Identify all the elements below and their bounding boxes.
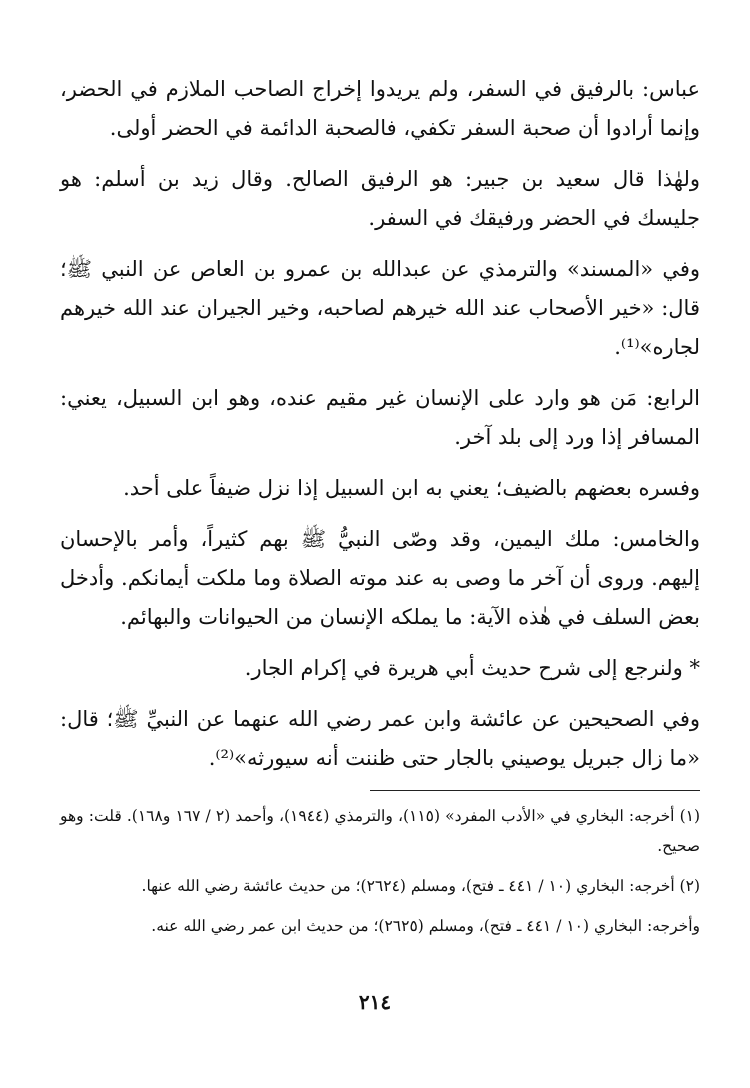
paragraph-1: عباس: بالرفيق في السفر، ولم يريدوا إخراج الصاحب الملازم في الحضر، وإنما أرادوا أن صحبة السفر تكفي، فالصحبة الدائمة في الحضر أولى. <box>60 77 700 140</box>
paragraph-3: وفي «المسند» والترمذي عن عبدالله بن عمرو بن العاص عن النبي ﷺ؛ قال: «خير الأصحاب عند الله خيرهم لصاحبه، وخير الجيران عند الله خيرهم لجاره»⁽¹⁾. <box>60 257 700 359</box>
paragraph-4: الرابع: مَن هو وارد على الإنسان غير مقيم عنده، وهو ابن السبيل، يعني: المسافر إذا ورد إلى بلد آخر. <box>60 386 700 449</box>
page-body <box>60 70 700 951</box>
footnote-3: وأخرجه: البخاري (١٠ / ٤٤١ ـ فتح)، ومسلم (٢٦٢٥)؛ من حديث ابن عمر رضي الله عنه. <box>151 917 700 935</box>
paragraph-2: ولهٰذا قال سعيد بن جبير: هو الرفيق الصالح. وقال زيد بن أسلم: هو جليسك في الحضر ورفيقك في السفر. <box>60 167 700 230</box>
page-number: ٢١٤ <box>358 990 392 1014</box>
footnote-2: (٢) أخرجه: البخاري (١٠ / ٤٤١ ـ فتح)، ومسلم (٢٦٢٤)؛ من حديث عائشة رضي الله عنها. <box>141 877 700 895</box>
footnote-1: (١) أخرجه: البخاري في «الأدب المفرد» (١١٥)، والترمذي (١٩٤٤)، وأحمد (٢ / ١٦٧ و١٦٨). قلت: وهو صحيح. <box>60 807 701 855</box>
paragraph-7: * ولنرجع إلى شرح حديث أبي هريرة في إكرام الجار. <box>244 656 700 680</box>
paragraph-6: والخامس: ملك اليمين، وقد وصّى النبيُّ ﷺ بهم كثيراً، وأمر بالإحسان إليهم. وروى أن آخر ما وصى به عند موته الصلاة وما ملكت أيمانكم. وأدخل بعض السلف في هٰذه الآية: ما يملكه الإنسان من الحيوانات والبهائم. <box>60 527 700 629</box>
paragraph-5: وفسره بعضهم بالضيف؛ يعني به ابن السبيل إذا نزل ضيفاً على أحد. <box>123 476 700 500</box>
paragraph-8: وفي الصحيحين عن عائشة وابن عمر رضي الله عنهما عن النبيِّ ﷺ؛ قال: «ما زال جبريل يوصيني بالجار حتى ظننت أنه سيورثه»⁽²⁾. <box>60 707 700 770</box>
footnote-divider <box>370 790 700 791</box>
